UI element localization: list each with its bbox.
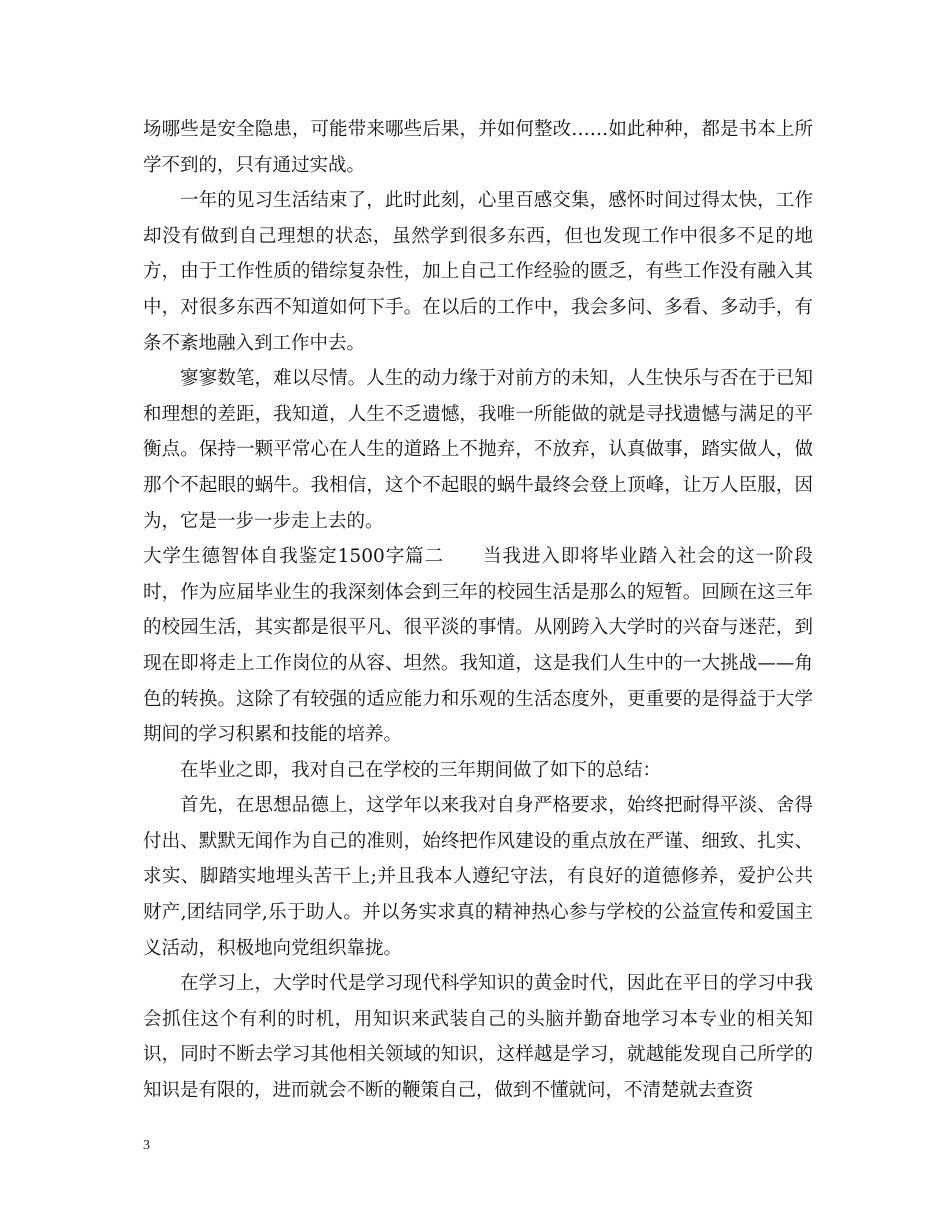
paragraph-2: 一年的见习生活结束了，此时此刻，心里百感交集，感怀时间过得太快，工作却没有做到自己理想的状态，虽然学到很多东西，但也发现工作中很多不足的地方，由于工作性质的错综复杂性，加上自己工作经验的匮乏，有些工作没有融入其中，对很多东西不知道如何下手。在以后的工作中，我会多问、多看、多动手，有条不紊地融入到工作中去。 [143,190,813,354]
paragraph-6: 首先，在思想品德上，这学年以来我对自身严格要求，始终把耐得平淡、舍得付出、默默无闻作为自己的准则，始终把作风建设的重点放在严谨、细致、扎实、求实、脚踏实地埋头苦干上;并且我本人遵纪守法，有良好的道德修养，爱护公共财产,团结同学,乐于助人。并以务实求真的精神热心参与学校的公益宣传和爱国主义活动，积极地向党组织靠拢。 [143,795,813,959]
paragraph-7: 在学习上，大学时代是学习现代科学知识的黄金时代，因此在平日的学习中我会抓住这个有利的时机，用知识来武装自己的头脑并勤奋地学习本专业的相关知识，同时不断去学习其他相关领域的知识，这样越是学习，就越能发现自己所学的知识是有限的，进而就会不断的鞭策自己，做到不懂就问，不清楚就去查资 [143,973,813,1102]
paragraph-4-section-heading: 大学生德智体自我鉴定1500字篇二 当我进入即将毕业踏入社会的这一阶段时，作为应届毕业生的我深刻体会到三年的校园生活是那么的短暂。回顾在这三年的校园生活，其实都是很平凡、很平淡的事情。从刚跨入大学时的兴奋与迷茫，到现在即将走上工作岗位的从容、坦然。我知道，这是我们人生中的一大挑战——角色的转换。这除了有较强的适应能力和乐观的生活态度外，更重要的是得益于大学期间的学习积累和技能的培养。 [143,546,813,746]
paragraph-5: 在毕业之即，我对自己在学校的三年期间做了如下的总结： [180,759,662,781]
document-body [143,112,813,1109]
paragraph-3: 寥寥数笔，难以尽情。人生的动力缘于对前方的未知，人生快乐与否在于已知和理想的差距，我知道，人生不乏遗憾，我唯一所能做的就是寻找遗憾与满足的平衡点。保持一颗平常心在人生的道路上不抛弃，不放弃，认真做事，踏实做人，做那个不起眼的蜗牛。我相信，这个不起眼的蜗牛最终会登上顶峰，让万人臣服，因为，它是一步一步走上去的。 [143,368,813,532]
page-number: 3 [143,1138,150,1153]
paragraph-1: 场哪些是安全隐患，可能带来哪些后果，并如何整改……如此种种，都是书本上所学不到的，只有通过实战。 [143,119,813,176]
